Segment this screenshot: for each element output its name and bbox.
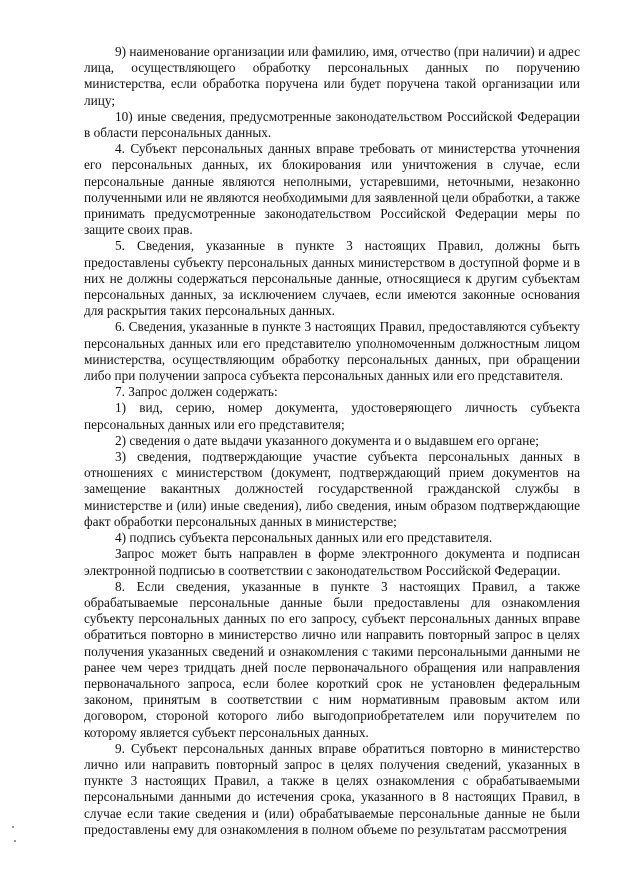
paragraph-subitem-2: 2) сведения о дате выдачи указанного документа и о выдавшем его органе;	[115, 432, 539, 448]
paragraph-clause-7: 7. Запрос должен содержать:	[115, 384, 278, 400]
paragraph-clause-4: 4. Субъект персональных данных вправе требовать от министерства уточнения его персональных данных, их блокирования или уничтожения в случае, если персональные данные являются неполными, устаревшими, неточными, незаконно полученными или не являются необходимыми для заявленной цели обработки, а также принимать предусмотренные законодательством Российской Федерации меры по защите своих прав.	[84, 141, 580, 238]
paragraph-clause-9: 9. Субъект персональных данных вправе обратиться повторно в министерство лично или направить повторный запрос в целях получения сведений, указанных в пункте 3 настоящих Правил, а также в целях ознакомления с обрабатываемыми персональными данными до истечения срока, указанного в 8 настоящих Правил, в случае если такие сведения и (или) обрабатываемые персональные данные не были предоставлены ему для ознакомления в полном объеме по результатам рассмотрения	[84, 740, 580, 837]
paragraph-clause-5: 5. Сведения, указанные в пункте 3 настоящих Правил, должны быть предоставлены субъекту персональных данных министерством в доступной форме и в них не должны содержаться персональные данные, относящиеся к другим субъектам персональных данных, за исключением случаев, если имеются законные основания для раскрытия таких персональных данных.	[84, 238, 580, 319]
scan-speck	[14, 840, 16, 842]
paragraph-electronic-request: Запрос может быть направлен в форме электронного документа и подписан электронной подписью в соответствии с законодательством Российской Федерации.	[84, 546, 580, 578]
paragraph-item-9: 9) наименование организации или фамилию, имя, отчество (при наличии) и адрес лица, осуществляющего обработку персональных данных по поручению министерства, если обработка поручена или будет поручена такой организации или лицу;	[84, 44, 580, 108]
paragraph-subitem-4: 4) подпись субъекта персональных данных или его представителя.	[115, 530, 493, 546]
paragraph-item-10: 10) иные сведения, предусмотренные законодательством Российской Федерации в области персональных данных.	[84, 108, 580, 141]
scan-speck	[12, 826, 14, 828]
paragraph-subitem-3: 3) сведения, подтверждающие участие субъекта персональных данных в отношениях с министерством (документ, подтверждающий прием документов на замещение вакантных должностей государственной гражданской службы в министерстве и (или) иные сведения), либо сведения, иным образом подтверждающие факт обработки персональных данных в министерстве;	[84, 449, 580, 529]
document-body	[84, 44, 580, 838]
paragraph-subitem-1: 1) вид, серию, номер документа, удостоверяющего личность субъекта персональных данных или его представителя;	[84, 400, 580, 432]
paragraph-clause-8: 8. Если сведения, указанные в пункте 3 настоящих Правил, а также обрабатываемые персональные данные были предоставлены для ознакомления субъекту персональных данных по его запросу, субъект персональных данных вправе обратиться повторно в министерство лично или направить повторный запрос в целях получения указанных сведений и ознакомления с такими персональными данными не ранее чем через тридцать дней после первоначального обращения или направления первоначального запроса, если более короткий срок не установлен федеральным законом, принятым в соответствии с ним нормативным правовым актом или договором, стороной которого либо выгодоприобретателем или поручителем по которому является субъект персональных данных.	[84, 578, 580, 740]
paragraph-clause-6: 6. Сведения, указанные в пункте 3 настоящих Правил, предоставляются субъекту персональных данных или его представителю уполномоченным должностным лицом министерства, осуществляющим обработку персональных данных, при обращении либо при получении запроса субъекта персональных данных или его представителя.	[84, 319, 580, 384]
